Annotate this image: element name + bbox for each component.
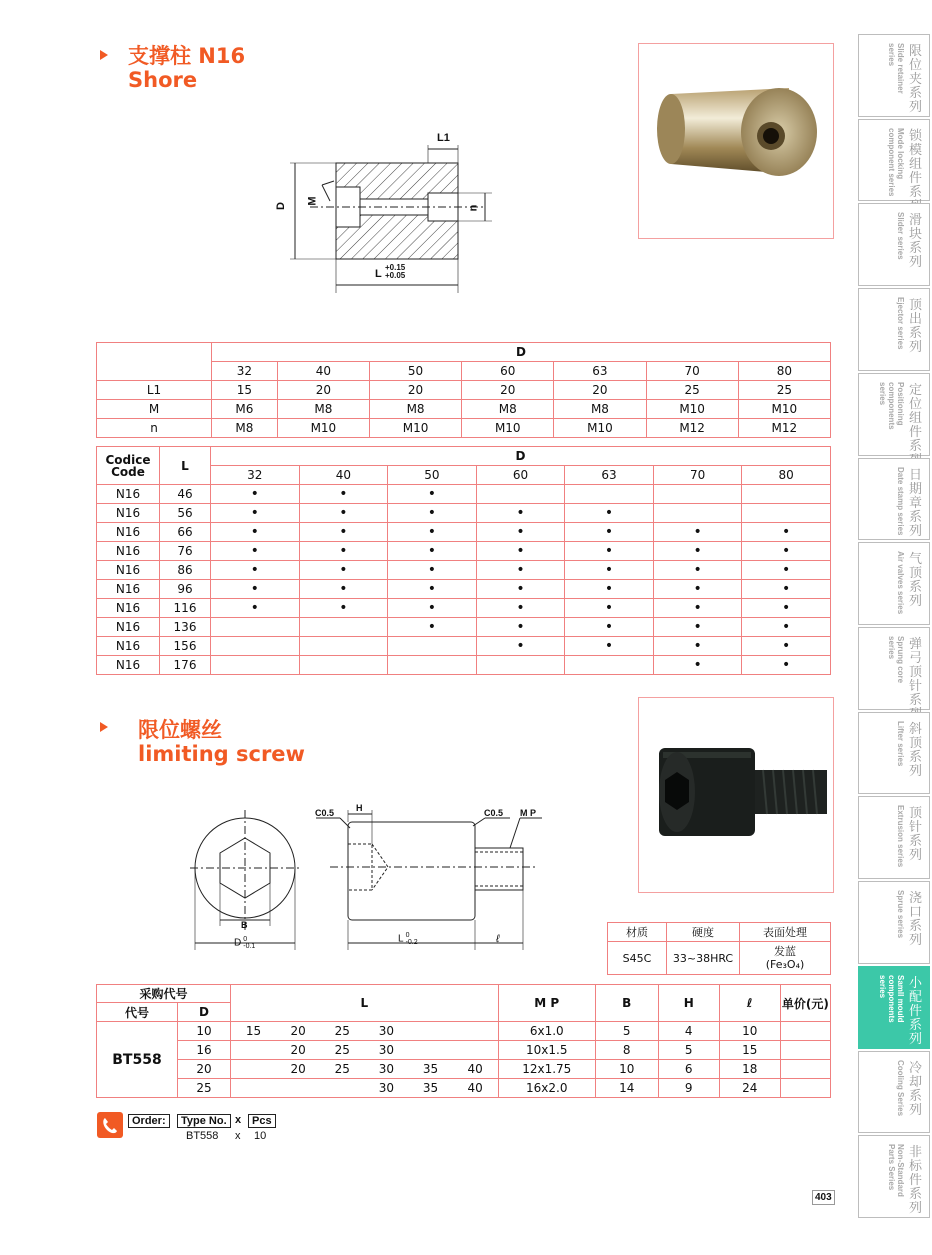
table2-availability: •	[476, 504, 565, 523]
table2-availability	[653, 504, 742, 523]
price-header: 单价(元)	[780, 985, 830, 1022]
bt558-ell: 18	[719, 1060, 780, 1079]
bt558-b: 5	[595, 1022, 658, 1041]
table2-availability: •	[742, 523, 831, 542]
bt558-price	[780, 1041, 830, 1060]
table2-availability: •	[653, 618, 742, 637]
sidebar-item-label-en: Extrusion series	[896, 805, 905, 868]
sidebar-item-label-en: Ejector series	[896, 297, 905, 350]
bt558-length: 30	[364, 1060, 408, 1079]
table2-availability: •	[211, 504, 300, 523]
sidebar-item[interactable]	[858, 119, 930, 202]
sidebar-item-label-en: Sprue series	[896, 890, 905, 939]
table1-cell: M10	[277, 419, 369, 438]
purchase-code-header: 采购代号	[97, 985, 231, 1003]
bt558-d: 10	[178, 1022, 231, 1041]
table2-d-value: 70	[653, 466, 742, 485]
bt558-price	[780, 1060, 830, 1079]
table1-cell: M8	[462, 400, 554, 419]
table1-row-label: n	[97, 419, 212, 438]
table2-availability: •	[476, 523, 565, 542]
table2-availability: •	[653, 542, 742, 561]
shore-title-cn: 支撑柱 N16	[128, 44, 246, 68]
sidebar-item[interactable]	[858, 288, 930, 371]
table2-code: N16	[97, 618, 160, 637]
table2-availability: •	[476, 599, 565, 618]
table1-cell: M6	[212, 400, 278, 419]
order-code-table	[96, 446, 831, 675]
table2-length: 86	[160, 561, 211, 580]
order-example-x: x	[235, 1130, 241, 1142]
sidebar-item-label-en: Sprung core series	[887, 636, 905, 684]
table2-availability: •	[476, 542, 565, 561]
bt558-length: 30	[364, 1022, 408, 1041]
table2-availability	[565, 485, 654, 504]
bt558-b: 8	[595, 1041, 658, 1060]
table2-availability: •	[388, 580, 477, 599]
category-sidebar	[858, 34, 932, 1220]
table2-d-value: 60	[476, 466, 565, 485]
table2-availability: •	[211, 599, 300, 618]
table2-availability: •	[742, 656, 831, 675]
sidebar-item-label-cn: 冷却系列	[909, 1060, 923, 1118]
table2-availability	[476, 656, 565, 675]
table1-cell: M10	[554, 419, 646, 438]
table2-code: N16	[97, 637, 160, 656]
label-b: B	[241, 920, 248, 930]
phone-icon	[97, 1112, 123, 1138]
ell-header: ℓ	[719, 985, 780, 1022]
label-d-tol: D 0 -0.1	[234, 936, 256, 950]
shore-photo	[638, 43, 834, 239]
table2-length: 96	[160, 580, 211, 599]
table2-availability: •	[742, 561, 831, 580]
sidebar-item-label-cn: 顶针系列	[909, 806, 923, 864]
sidebar-item-label-cn: 非标件系列	[909, 1145, 923, 1217]
bt558-mp: 16x2.0	[498, 1079, 595, 1098]
sidebar-item[interactable]	[858, 1051, 930, 1134]
label-c05-right: C0.5	[484, 808, 504, 818]
table2-availability	[476, 485, 565, 504]
table2-d-value: 32	[211, 466, 300, 485]
table2-availability: •	[653, 523, 742, 542]
order-label: Order:	[128, 1114, 170, 1128]
table2-availability: •	[653, 580, 742, 599]
sidebar-item[interactable]	[858, 712, 930, 795]
table2-availability: •	[565, 637, 654, 656]
bt558-h: 6	[658, 1060, 719, 1079]
table1-row-label: L1	[97, 381, 212, 400]
table2-availability: •	[476, 580, 565, 599]
label-l-tolerance: +0.15 +0.05	[385, 263, 406, 280]
table1-d-value: 32	[212, 362, 278, 381]
label-mp: M P	[520, 808, 537, 818]
table2-l-header: L	[160, 447, 211, 485]
table2-availability: •	[742, 637, 831, 656]
material-header: 材质	[608, 923, 667, 942]
table2-availability: •	[211, 580, 300, 599]
table2-length: 56	[160, 504, 211, 523]
table1-cell: M12	[738, 419, 830, 438]
bt558-ell: 24	[719, 1079, 780, 1098]
bt558-length	[276, 1079, 320, 1098]
l-header: L	[231, 985, 499, 1022]
sidebar-item[interactable]	[858, 34, 930, 117]
shore-photo-image	[639, 44, 833, 238]
table2-row	[97, 561, 831, 580]
table2-code: N16	[97, 485, 160, 504]
bt558-h: 5	[658, 1041, 719, 1060]
label-l1: L1	[437, 132, 450, 144]
sidebar-item-label-cn: 滑块系列	[909, 213, 923, 271]
phone-glyph	[97, 1112, 123, 1138]
table2-d-header: D	[211, 447, 831, 466]
mp-header: M P	[498, 985, 595, 1022]
table1-cell: 20	[369, 381, 461, 400]
label-l-tol: L 0 -0.2	[398, 932, 418, 946]
table2-availability	[388, 656, 477, 675]
table2-availability: •	[211, 542, 300, 561]
bt558-table	[96, 984, 831, 1098]
table2-availability: •	[653, 637, 742, 656]
bt558-length: 35	[409, 1060, 453, 1079]
order-example-qty: 10	[254, 1130, 267, 1142]
bt558-length: 25	[320, 1060, 364, 1079]
sidebar-item-label-en: Cooling Series	[896, 1059, 905, 1116]
table2-d-value: 40	[299, 466, 388, 485]
table2-availability	[388, 637, 477, 656]
screw-title-en: limiting screw	[138, 742, 305, 766]
table2-availability: •	[565, 542, 654, 561]
bt558-length	[231, 1041, 277, 1060]
table1-d-header: D	[212, 343, 831, 362]
sidebar-item-label-cn: 锁模组件系	[909, 128, 923, 200]
table2-availability: •	[476, 561, 565, 580]
table2-availability: •	[388, 561, 477, 580]
table1-row-label: M	[97, 400, 212, 419]
bt558-ell: 10	[719, 1022, 780, 1041]
table2-code: N16	[97, 542, 160, 561]
sidebar-item[interactable]	[858, 966, 930, 1049]
bt558-d: 25	[178, 1079, 231, 1098]
label-c05-left: C0.5	[315, 808, 335, 818]
sidebar-item-label-cn: 弹弓顶针系	[909, 637, 923, 708]
table2-availability: •	[653, 561, 742, 580]
bt558-length: 40	[453, 1060, 499, 1079]
table2-availability: •	[742, 599, 831, 618]
sidebar-item[interactable]	[858, 373, 930, 456]
bt558-length	[453, 1022, 499, 1041]
pcs-label: Pcs	[248, 1114, 276, 1128]
page-number: 403	[812, 1190, 835, 1205]
table2-availability: •	[388, 504, 477, 523]
table2-d-value: 50	[388, 466, 477, 485]
table1-cell: M8	[277, 400, 369, 419]
table2-availability	[299, 637, 388, 656]
sidebar-item-label-cn: 日期章系列	[909, 467, 923, 539]
bt558-row	[97, 1079, 831, 1098]
bt558-length: 25	[320, 1022, 364, 1041]
sidebar-item[interactable]	[858, 627, 930, 710]
label-n: n	[467, 204, 480, 212]
table2-availability: •	[299, 580, 388, 599]
code-header: 代号	[97, 1003, 178, 1022]
section-bullet	[100, 50, 108, 60]
table2-availability: •	[476, 637, 565, 656]
table2-code: N16	[97, 504, 160, 523]
bt558-price	[780, 1079, 830, 1098]
table1-cell: M10	[369, 419, 461, 438]
table2-availability: •	[388, 542, 477, 561]
screw-title-cn: 限位螺丝	[138, 718, 222, 742]
table2-code: N16	[97, 561, 160, 580]
table2-code: N16	[97, 523, 160, 542]
b-header: B	[595, 985, 658, 1022]
table2-availability: •	[476, 618, 565, 637]
material-table	[607, 922, 831, 975]
table2-availability: •	[565, 504, 654, 523]
surface-header: 表面处理	[740, 923, 831, 942]
table2-availability: •	[299, 542, 388, 561]
table2-availability: •	[742, 580, 831, 599]
table2-availability	[299, 656, 388, 675]
table1-cell: M8	[369, 400, 461, 419]
table2-availability	[211, 637, 300, 656]
table2-length: 76	[160, 542, 211, 561]
table1-d-value: 60	[462, 362, 554, 381]
bt558-mp: 6x1.0	[498, 1022, 595, 1041]
table1-corner	[97, 343, 212, 381]
table2-d-value: 80	[742, 466, 831, 485]
table2-availability: •	[299, 599, 388, 618]
table2-availability: •	[742, 542, 831, 561]
table2-availability: •	[565, 580, 654, 599]
table2-availability	[742, 485, 831, 504]
table1-d-value: 63	[554, 362, 646, 381]
table2-availability	[742, 504, 831, 523]
sidebar-item[interactable]	[858, 796, 930, 879]
table1-cell: M10	[738, 400, 830, 419]
sidebar-item-label-en: Non-Standard Parts Series	[887, 1144, 905, 1198]
table2-availability: •	[388, 523, 477, 542]
table2-availability: •	[565, 523, 654, 542]
hardness-header: 硬度	[667, 923, 740, 942]
table2-code: N16	[97, 599, 160, 618]
table2-length: 176	[160, 656, 211, 675]
bt558-length: 30	[364, 1041, 408, 1060]
table1-d-value: 80	[738, 362, 830, 381]
sidebar-item-label-en: Mode locking component series	[887, 127, 905, 197]
table2-code: N16	[97, 656, 160, 675]
table2-availability	[653, 485, 742, 504]
table2-availability: •	[653, 599, 742, 618]
bt558-h: 4	[658, 1022, 719, 1041]
table2-row	[97, 523, 831, 542]
bt558-row	[97, 1060, 831, 1079]
bt558-length: 25	[320, 1041, 364, 1060]
table2-availability: •	[299, 523, 388, 542]
table2-availability	[565, 656, 654, 675]
table2-row	[97, 618, 831, 637]
table2-length: 136	[160, 618, 211, 637]
table2-availability	[211, 656, 300, 675]
sidebar-item-label-cn: 小配件系列	[909, 975, 923, 1047]
table2-availability: •	[299, 504, 388, 523]
table1-row	[97, 381, 831, 400]
bt558-length	[409, 1041, 453, 1060]
table2-availability: •	[388, 485, 477, 504]
label-d: D	[274, 202, 287, 210]
table1-cell: M8	[554, 400, 646, 419]
sidebar-item-label-cn: 气顶系列	[909, 552, 923, 610]
sidebar-item[interactable]	[858, 458, 930, 541]
table2-length: 116	[160, 599, 211, 618]
table2-availability: •	[388, 599, 477, 618]
table2-availability: •	[211, 485, 300, 504]
hardness-value: 33~38HRC	[667, 942, 740, 975]
label-l: L	[375, 268, 382, 280]
bt558-row	[97, 1022, 831, 1041]
table2-availability: •	[565, 599, 654, 618]
table1-cell: 25	[646, 381, 738, 400]
table2-code-header: Codice Code	[97, 447, 160, 485]
bt558-b: 10	[595, 1060, 658, 1079]
section-bullet	[100, 722, 108, 732]
table2-row	[97, 504, 831, 523]
bt558-length: 20	[276, 1060, 320, 1079]
sidebar-item-label-en: Air valves series	[896, 551, 905, 615]
bt558-length: 20	[276, 1022, 320, 1041]
table1-d-value: 50	[369, 362, 461, 381]
table1-d-value: 70	[646, 362, 738, 381]
table2-row	[97, 542, 831, 561]
label-ell: ℓ	[496, 933, 500, 945]
table2-availability	[299, 618, 388, 637]
surface-value: 发蓝 (Fe₃O₄)	[740, 942, 831, 975]
shore-title-en: Shore	[128, 68, 198, 92]
sidebar-item-label-cn: 顶出系列	[909, 298, 923, 356]
table2-length: 156	[160, 637, 211, 656]
sidebar-item-label-en: Slide retainer series	[887, 43, 905, 94]
table2-availability: •	[565, 618, 654, 637]
screw-photo	[638, 697, 834, 893]
sidebar-item-label-cn: 浇口系列	[909, 891, 923, 949]
bt558-length: 35	[409, 1079, 453, 1098]
sidebar-item[interactable]	[858, 203, 930, 286]
bt558-length	[231, 1060, 277, 1079]
table1-cell: 20	[462, 381, 554, 400]
label-h: H	[356, 803, 363, 813]
bt558-length	[320, 1079, 364, 1098]
table1-cell: 25	[738, 381, 830, 400]
bt558-h: 9	[658, 1079, 719, 1098]
sidebar-item-label-en: Samll mould components series	[878, 974, 905, 1023]
bt558-length	[409, 1022, 453, 1041]
bt558-mp: 10x1.5	[498, 1041, 595, 1060]
order-example-code: BT558	[186, 1130, 219, 1142]
table2-code: N16	[97, 580, 160, 599]
table2-availability: •	[211, 523, 300, 542]
sidebar-item-label-en: Date stamp series	[896, 466, 905, 536]
sidebar-item-label-en: Slider series	[896, 212, 905, 261]
table2-availability: •	[742, 618, 831, 637]
table2-row	[97, 485, 831, 504]
table1-cell: M10	[462, 419, 554, 438]
table1-row	[97, 400, 831, 419]
table1-cell: 20	[277, 381, 369, 400]
bt558-length: 30	[364, 1079, 408, 1098]
sidebar-item-label-en: Positioning components series	[878, 381, 905, 430]
sidebar-item-label-cn: 限位夹系列	[909, 44, 923, 115]
table2-row	[97, 580, 831, 599]
table2-length: 66	[160, 523, 211, 542]
sidebar-item[interactable]	[858, 1135, 930, 1218]
table2-length: 46	[160, 485, 211, 504]
bt558-length	[453, 1041, 499, 1060]
sidebar-item[interactable]	[858, 881, 930, 964]
table1-cell: 15	[212, 381, 278, 400]
table2-availability: •	[388, 618, 477, 637]
sidebar-item[interactable]	[858, 542, 930, 625]
bt558-row	[97, 1041, 831, 1060]
bt558-price	[780, 1022, 830, 1041]
table2-availability	[211, 618, 300, 637]
table2-availability: •	[299, 485, 388, 504]
table2-row	[97, 656, 831, 675]
table1-cell: M10	[646, 400, 738, 419]
sidebar-item-label-en: Lifter series	[896, 720, 905, 767]
order-x: x	[235, 1114, 242, 1126]
table1-row	[97, 419, 831, 438]
type-no-label: Type No.	[177, 1114, 231, 1128]
bt558-mp: 12x1.75	[498, 1060, 595, 1079]
material-value: S45C	[608, 942, 667, 975]
table2-availability: •	[565, 561, 654, 580]
bt558-length	[231, 1079, 277, 1098]
screw-photo-image	[639, 698, 833, 892]
table2-d-value: 63	[565, 466, 654, 485]
bt558-b: 14	[595, 1079, 658, 1098]
bt558-length: 40	[453, 1079, 499, 1098]
bt558-length: 20	[276, 1041, 320, 1060]
bt558-d: 16	[178, 1041, 231, 1060]
bt558-code: BT558	[97, 1022, 178, 1098]
table2-row	[97, 599, 831, 618]
d-header: D	[178, 1003, 231, 1022]
table1-cell: M8	[212, 419, 278, 438]
sidebar-item-label-cn: 斜顶系列	[909, 721, 923, 779]
table1-cell: M12	[646, 419, 738, 438]
bt558-length: 15	[231, 1022, 277, 1041]
bt558-ell: 15	[719, 1041, 780, 1060]
table2-availability: •	[653, 656, 742, 675]
bt558-d: 20	[178, 1060, 231, 1079]
table2-availability: •	[211, 561, 300, 580]
table2-row	[97, 637, 831, 656]
label-m: M	[306, 196, 319, 206]
table1-cell: 20	[554, 381, 646, 400]
h-header: H	[658, 985, 719, 1022]
table1-d-value: 40	[277, 362, 369, 381]
dimension-table	[96, 342, 831, 438]
table2-availability: •	[299, 561, 388, 580]
sidebar-item-label-cn: 定位组件系	[909, 382, 923, 454]
